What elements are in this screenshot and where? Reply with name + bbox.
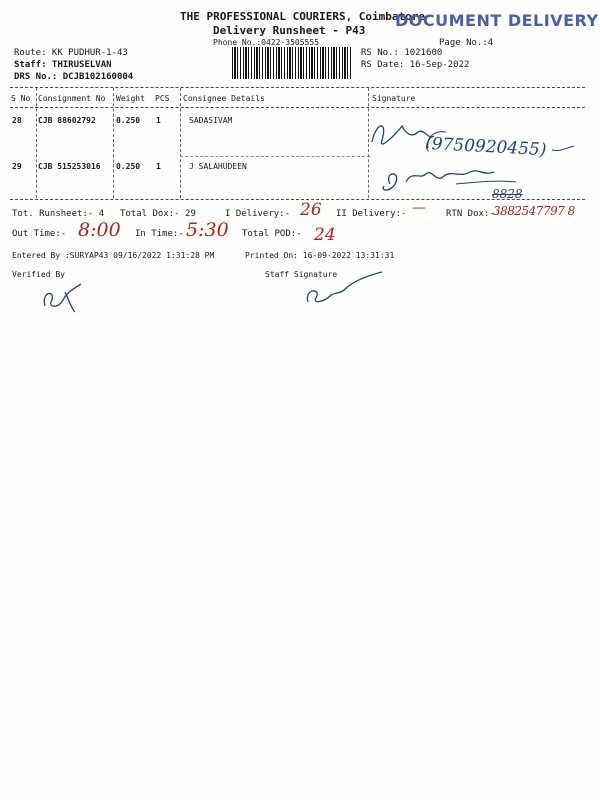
verifier-signature [35, 278, 95, 318]
row-consignee: SADASIVAM [189, 116, 233, 125]
rs-number: RS No.: 1021600 [361, 48, 443, 58]
col-header-consignment: Consignment No [38, 94, 106, 103]
row-consignment: CJB 88602792 [38, 116, 96, 125]
company-name: THE PROFESSIONAL COURIERS, Coimbatore [180, 10, 426, 23]
divider [10, 107, 585, 108]
row-consignee: J SALAHUDEEN [189, 162, 247, 171]
col-header-signature: Signature [372, 94, 416, 103]
in-time-label: In Time:- [135, 229, 184, 239]
rtn-dox-value: 3882547797 8 [493, 204, 575, 218]
entered-by: Entered By :SURYAP43 09/16/2022 1:31:28 PM [12, 251, 215, 260]
column-separator [36, 88, 37, 198]
row-sno: 29 [12, 162, 22, 171]
printed-on: Printed On: 16-09-2022 13:31:31 [245, 251, 395, 260]
total-dox: Total Dox:- 29 [120, 209, 196, 219]
row-weight: 0.250 [116, 116, 141, 125]
i-delivery-value: 26 [300, 200, 322, 220]
rs-date: RS Date: 16-Sep-2022 [361, 60, 470, 70]
rtn-dox-label: RTN Dox:- [446, 209, 495, 219]
staff-signature [300, 268, 390, 313]
row-pcs: 1 [156, 162, 161, 171]
handwritten-phone: (9750920455) [424, 133, 547, 161]
page-number: Page No.:4 [439, 38, 494, 48]
out-time-label: Out Time:- [12, 229, 67, 239]
divider [180, 156, 370, 157]
document-delivery-stamp: DOCUMENT DELIVERY [395, 11, 599, 30]
column-separator [113, 88, 114, 198]
col-header-consignee: Consignee Details [183, 94, 265, 103]
staff-signature-label: Staff Signature [265, 270, 338, 279]
signature-scribbles [366, 112, 596, 212]
row-sno: 28 [12, 116, 22, 125]
ii-delivery-label: II Delivery:- [336, 209, 407, 219]
divider [10, 87, 585, 88]
barcode [232, 47, 352, 79]
i-delivery-label: I Delivery:- [225, 209, 291, 219]
route: Route: KK PUDHUR-1-43 [14, 48, 128, 58]
phone-number: Phone No.:0422-3505555 [213, 38, 319, 47]
total-pod-label: Total POD:- [242, 229, 302, 239]
drs-number: DRS No.: DCJB102160004 [14, 72, 134, 82]
ii-delivery-value: — [412, 200, 426, 216]
staff: Staff: THIRUSELVAN [14, 60, 112, 70]
col-header-weight: Weight [116, 94, 145, 103]
runsheet-title: Delivery Runsheet - P43 [213, 24, 366, 37]
divider [10, 199, 585, 200]
total-pod-value: 24 [314, 225, 336, 245]
col-header-pcs: PCS [155, 94, 170, 103]
verified-by-label: Verified By [12, 270, 65, 279]
row-pcs: 1 [156, 116, 161, 125]
column-separator [180, 88, 181, 198]
out-time-value: 8:00 [78, 219, 121, 241]
row-weight: 0.250 [116, 162, 141, 171]
row-consignment: CJB 515253016 [38, 162, 101, 171]
handwritten-number: 8828 [492, 187, 523, 201]
in-time-value: 5:30 [186, 219, 229, 241]
total-runsheet: Tot. Runsheet:- 4 [12, 209, 105, 219]
col-header-sno: S No [11, 94, 31, 103]
